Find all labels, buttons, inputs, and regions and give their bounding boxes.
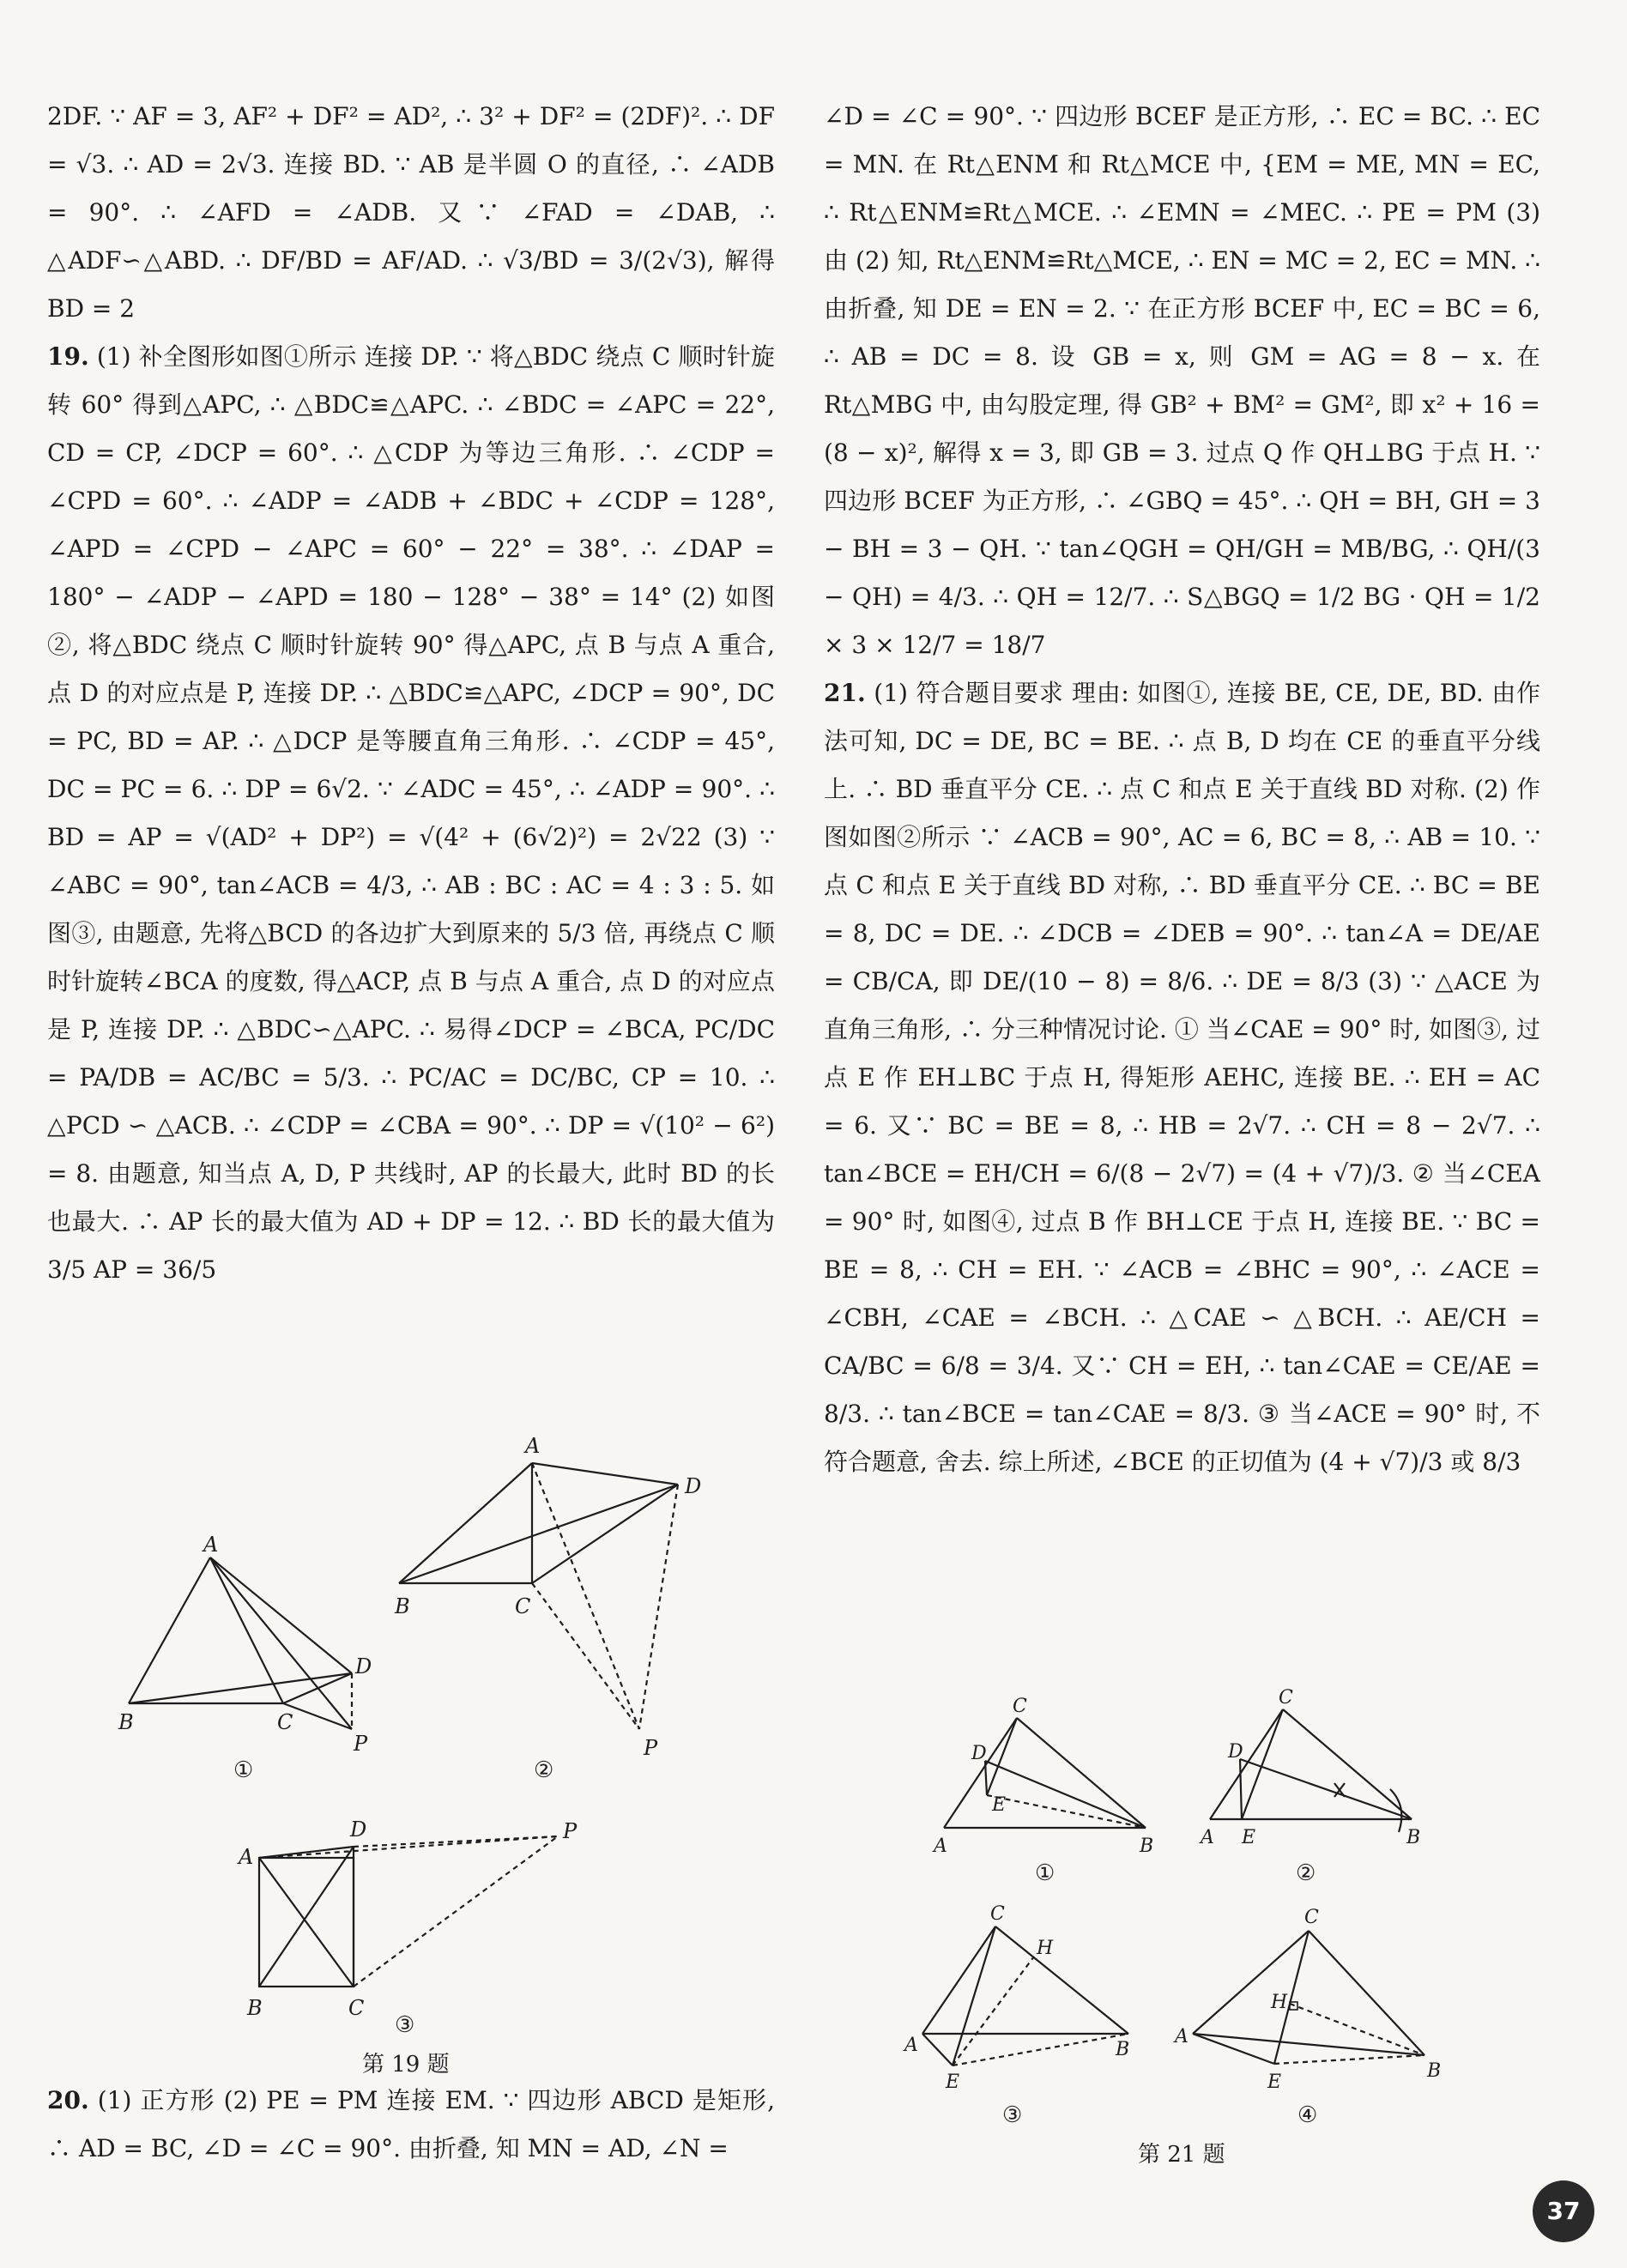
figure-19-1 [112,1533,386,1759]
solution-20: 20. (1) 正方形 (2) PE = PM 连接 EM. ∵ 四边形 ABCD 是矩形, ∴ AD = BC, ∠D = ∠C = 90°. 由折叠, 知 MN = AD, ∠N = [47,2086,775,2162]
left-column-bottom [47,2077,775,2173]
svg-text:P: P [644,1736,658,1760]
figure-21-3 [901,1901,1150,2093]
svg-text:D: D [971,1743,987,1764]
svg-text:B: B [1140,1836,1154,1857]
figure-21-caption: 第 21 题 [1138,2142,1225,2168]
svg-text:B: B [1116,2039,1130,2060]
figure-21-2-label: ② [1296,1860,1316,1886]
svg-text:P: P [563,1819,578,1843]
figure-21-4-label: ④ [1297,2102,1318,2128]
page-number-badge: 37 [1533,2180,1594,2242]
left-column [47,93,775,1294]
figure-21-2 [1197,1687,1437,1854]
solution-20-continued: ∠D = ∠C = 90°. ∵ 四边形 BCEF 是正方形, ∴ EC = BC. ∴ EC = MN. 在 Rt△ENM 和 Rt△MCE 中, {EM = ME, MN = EC, ∴ Rt△ENM≌Rt△MCE. ∴ ∠EMN = ∠MEC. ∴ PE = PM (3) 由 (2) 知, Rt△ENM≌Rt△MCE, ∴ EN = MC = 2, EC = MN. ∴ 由折叠, 知 DE = EN = 2. ∵ 在正方形 BCEF 中, EC = BC = 6, ∴ AB = DC = 8. 设 GB = x, 则 GM = AG = 8 − x. 在 Rt△MBG 中, 由勾股定理, 得 GB² + BM² = GM², 即 x² + 16 = (8 − x)², 解得 x = 3, 即 GB = 3. 过点 Q 作 QH⊥BG 于点 H. ∵ 四边形 BCEF 为正方形, ∴ ∠GBQ = 45°. ∴ QH = BH, GH = 3 − BH = 3 − QH. ∵ tan∠QGH = QH/GH = MB/BG, ∴ QH/(3 − QH) = 4/3. ∴ QH = 12/7. ∴ S△BGQ = 1/2 BG · QH = 1/2 × 3 × 12/7 = 18/7 [824,102,1540,659]
svg-text:E: E [946,2071,960,2093]
figure-19-3-label: ③ [395,2012,415,2038]
svg-text:A: A [934,1836,947,1857]
solution-19: 19. (1) 补全图形如图①所示 连接 DP. ∵ 将△BDC 绕点 C 顺时针旋转 60° 得到△APC, ∴ △BDC≌△APC. ∴ ∠BDC = ∠APC = 22°, CD = CP, ∠DCP = 60°. ∴ △CDP 为等边三角形. ∴ ∠CDP = ∠CPD = 60°. ∴ ∠ADP = ∠ADB + ∠BDC + ∠CDP = 128°, ∠APD = ∠CPD − ∠APC = 60° − 22° = 38°. ∴ ∠DAP = 180° − ∠ADP − ∠APD = 180 − 128° − 38° = 14° (2) 如图②, 将△BDC 绕点 C 顺时针旋转 90° 得△APC, 点 B 与点 A 重合, 点 D 的对应点是 P, 连接 DP. ∴ △BDC≌△APC, ∠DCP = 90°, DC = PC, BD = AP. ∴ △DCP 是等腰直角三角形. ∴ ∠CDP = 45°, DC = PC = 6. ∴ DP = 6√2. ∵ ∠ADC = 45°, ∴ ∠ADP = 90°. ∴ BD = AP = √(AD² + DP²) = √(4² + (6√2)²) = 2√22 (3) ∵ ∠ABC = 90°, tan∠ACB = 4/3, ∴ AB : BC : AC = 4 : 3 : 5. 如图③, 由题意, 先将△BCD 的各边扩大到原来的 5/3 倍, 再绕点 C 顺时针旋转∠BCA 的度数, 得△ACP, 点 B 与点 A 重合, 点 D 的对应点是 P, 连接 DP. ∴ △BDC∽△APC. ∴ 易得∠DCP = ∠BCA, PC/DC = PA/DB = AC/BC = 5/3. ∴ PC/AC = DC/BC, CP = 10. ∴ △PCD ∽ △ACB. ∴ ∠CDP = ∠CBA = 90°. ∴ DP = √(10² − 6²) = 8. 由题意, 知当点 A, D, P 共线时, AP 的长最大, 此时 BD 的长也最大. ∴ AP 长的最大值为 AD + DP = 12. ∴ BD 长的最大值为 3/5 AP = 36/5 [47,342,775,1284]
svg-text:B: B [1427,2060,1442,2082]
right-column [824,93,1540,1486]
svg-text:E: E [992,1794,1007,1816]
svg-text:A: A [525,1434,541,1458]
problem-number-20: 20. [47,2086,89,2114]
figure-21-3-label: ③ [1002,2102,1023,2128]
svg-text:D: D [350,1817,367,1842]
figure-19-2 [378,1424,721,1768]
solution-21: 21. (1) 符合题目要求 理由: 如图①, 连接 BE, CE, DE, BD. 由作法可知, DC = DE, BC = BE. ∴ 点 B, D 均在 CE 的垂直平分线上. ∴ BD 垂直平分 CE. ∴ 点 C 和点 E 关于直线 BD 对称. (2) 作图如图②所示 ∵ ∠ACB = 90°, AC = 6, BC = 8, ∴ AB = 10. ∵ 点 C 和点 E 关于直线 BD 对称, ∴ BD 垂直平分 CE. ∴ BC = BE = 8, DC = DE. ∴ ∠DCB = ∠DEB = 90°. ∴ tan∠A = DE/AE = CB/CA, 即 DE/(10 − 8) = 8/6. ∴ DE = 8/3 (3) ∵ △ACE 为直角三角形, ∴ 分三种情况讨论. ① 当∠CAE = 90° 时, 如图③, 过点 E 作 EH⊥BC 于点 H, 得矩形 AEHC, 连接 BE. ∴ EH = AC = 6. 又∵ BC = BE = 8, ∴ HB = 2√7. ∴ CH = 8 − 2√7. ∴ tan∠BCE = EH/CH = 6/(8 − 2√7) = (4 + √7)/3. ② 当∠CEA = 90° 时, 如图④, 过点 B 作 BH⊥CE 于点 H, 连接 BE. ∵ BC = BE = 8, ∴ CH = EH. ∵ ∠ACB = ∠BHC = 90°, ∴ ∠ACE = ∠CBH, ∠CAE = ∠BCH. ∴ △CAE ∽ △BCH. ∴ AE/CH = CA/BC = 6/8 = 3/4. 又∵ CH = EH, ∴ tan∠CAE = CE/AE = 8/3. ∴ tan∠BCE = tan∠CAE = 8/3. ③ 当∠ACE = 90° 时, 不符合题意, 舍去. 综上所述, ∠BCE 的正切值为 (4 + √7)/3 或 8/3 [824,679,1540,1476]
figure-19-3 [232,1802,592,2020]
svg-text:A: A [239,1845,254,1869]
svg-text:B: B [247,1996,263,2020]
svg-text:C: C [348,1996,365,2020]
svg-text:B: B [395,1594,410,1618]
svg-text:C: C [990,1903,1005,1925]
figure-19-1-label: ① [233,1757,254,1783]
svg-text:A: A [904,2035,918,2056]
svg-text:H: H [1271,1992,1288,2013]
svg-text:C: C [1013,1696,1027,1717]
svg-text:C: C [515,1594,531,1618]
svg-text:E: E [1242,1827,1256,1848]
svg-text:P: P [354,1732,368,1756]
svg-text:D: D [1228,1741,1243,1763]
figure-21-4 [1171,1901,1446,2093]
svg-text:D: D [685,1474,702,1498]
problem-number-21: 21. [824,679,866,707]
svg-text:E: E [1267,2071,1282,2093]
figure-21-1-label: ① [1035,1860,1055,1886]
svg-text:A: A [1201,1827,1214,1848]
svg-text:C: C [277,1710,293,1734]
svg-text:H: H [1037,1938,1054,1959]
svg-text:D: D [355,1654,372,1678]
solution-18-tail: 2DF. ∵ AF = 3, AF² + DF² = AD², ∴ 3² + DF² = (2DF)². ∴ DF = √3. ∴ AD = 2√3. 连接 BD. ∵ AB 是半圆 O 的直径, ∴ ∠ADB = 90°. ∴ ∠AFD = ∠ADB. 又∵ ∠FAD = ∠DAB, ∴ △ADF∽△ABD. ∴ DF/BD = AF/AD. ∴ √3/BD = 3/(2√3), 解得 BD = 2 [47,102,775,323]
svg-text:B: B [1406,1827,1421,1848]
svg-text:A: A [203,1533,219,1557]
svg-text:C: C [1279,1687,1293,1709]
figure-21-1 [927,1696,1167,1871]
problem-number-19: 19. [47,342,89,371]
figure-19-caption: 第 19 题 [362,2052,450,2077]
svg-text:B: B [118,1710,134,1734]
svg-text:C: C [1304,1907,1319,1928]
figure-19-2-label: ② [534,1757,554,1783]
svg-text:A: A [1175,2026,1188,2047]
